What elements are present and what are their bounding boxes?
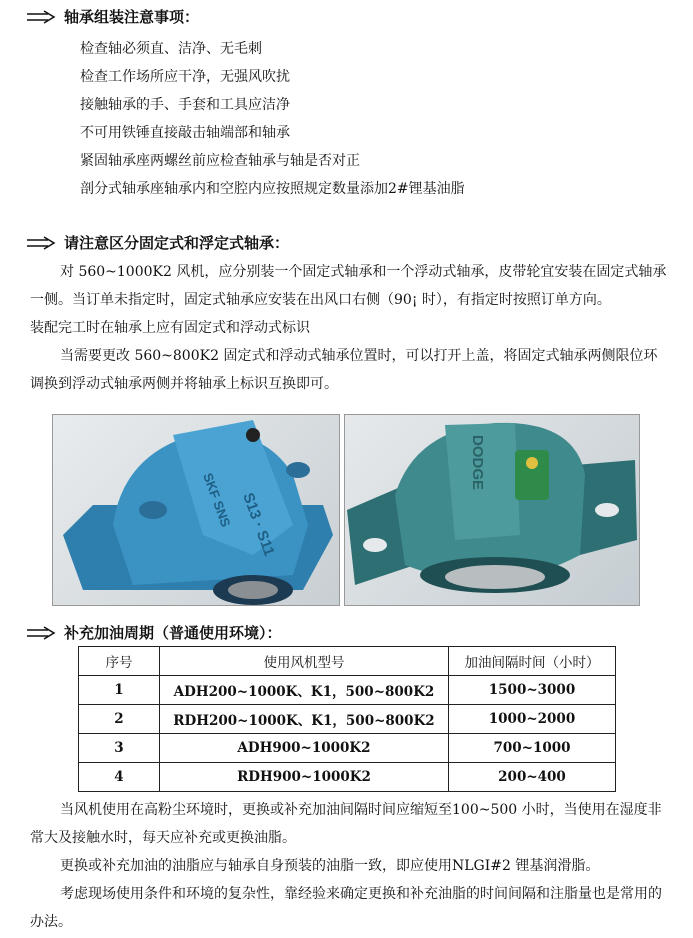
table-cell: 3 [79, 734, 160, 763]
table-row [79, 676, 616, 705]
column-header: 序号 [79, 647, 160, 676]
paragraph: 当需要更改 560~800K2 固定式和浮动式轴承位置时，可以打开上盖，将固定式轴承两侧限位环调换到浮动式轴承两侧并将轴承上标识互换即可。 [30, 348, 658, 392]
skf-bearing-photo [52, 414, 340, 606]
paragraph: 考虑现场使用条件和环境的复杂性，靠经验来确定更换和补充油脂的时间间隔和注脂量也是常用的办法。 [30, 886, 662, 930]
table-row [79, 763, 616, 792]
double-arrow-icon [26, 236, 56, 250]
table-cell: 1000~2000 [449, 705, 616, 734]
table-row [79, 734, 616, 763]
checklist-item: 接触轴承的手、手套和工具应洁净 [80, 97, 290, 113]
dodge-bearing-photo [344, 414, 640, 606]
table-row [79, 705, 616, 734]
table-cell: 4 [79, 763, 160, 792]
grease-interval-table [78, 646, 616, 792]
housing-brand: DODGE [469, 435, 486, 491]
double-arrow-icon [26, 10, 56, 24]
table-cell: RDH900~1000K2 [160, 763, 449, 792]
column-header: 使用风机型号 [160, 647, 449, 676]
checklist-item: 紧固轴承座两螺丝前应检查轴承与轴是否对正 [80, 153, 360, 169]
table-cell: ADH900~1000K2 [160, 734, 449, 763]
table-cell: 1 [79, 676, 160, 705]
table-header-row [79, 647, 616, 676]
column-header: 加油间隔时间（小时） [449, 647, 616, 676]
paragraph: 更换或补充加油的油脂应与轴承自身预装的油脂一致，即应使用NLGI#2 锂基润滑脂。 [60, 858, 600, 874]
section1-title: 轴承组装注意事项： [64, 8, 200, 26]
housing-brand: SKF SNS [200, 470, 234, 529]
paragraph: 对 560~1000K2 风机，应分别装一个固定式轴承和一个浮动式轴承，皮带轮宜安装在固定式轴承一侧。当订单未指定时，固定式轴承应安装在出风口右侧（90¡ 时），有指定时按照订单方向。 [30, 264, 667, 308]
checklist-item: 剖分式轴承座轴承内和空腔内应按照规定数量添加2#锂基油脂 [80, 181, 465, 197]
section3-heading [26, 622, 282, 643]
table-cell: RDH200~1000K、K1，500~800K2 [160, 705, 449, 734]
section2-heading [26, 232, 289, 253]
checklist-item: 检查工作场所应干净，无强风吹扰 [80, 69, 290, 85]
housing-marking: S13 · S11 [239, 490, 278, 559]
checklist-item: 检查轴必须直、洁净、无毛刺 [80, 41, 262, 57]
double-arrow-icon [26, 626, 56, 640]
table-cell: 1500~3000 [449, 676, 616, 705]
table-cell: 2 [79, 705, 160, 734]
checklist-item: 不可用铁锤直接敲击轴端部和轴承 [80, 125, 290, 141]
section2-title: 请注意区分固定式和浮定式轴承： [64, 234, 290, 252]
table-cell: 200~400 [449, 763, 616, 792]
paragraph: 当风机使用在高粉尘环境时，更换或补充加油间隔时间应缩短至100~500 小时，当使用在湿度非常大及接触水时，每天应补充或更换油脂。 [30, 802, 662, 846]
section3-title: 补充加油周期（普通使用环境）： [64, 624, 282, 642]
table-cell: ADH200~1000K、K1，500~800K2 [160, 676, 449, 705]
paragraph: 装配完工时在轴承上应有固定式和浮动式标识 [30, 320, 310, 336]
table-cell: 700~1000 [449, 734, 616, 763]
section1-heading [26, 6, 199, 27]
